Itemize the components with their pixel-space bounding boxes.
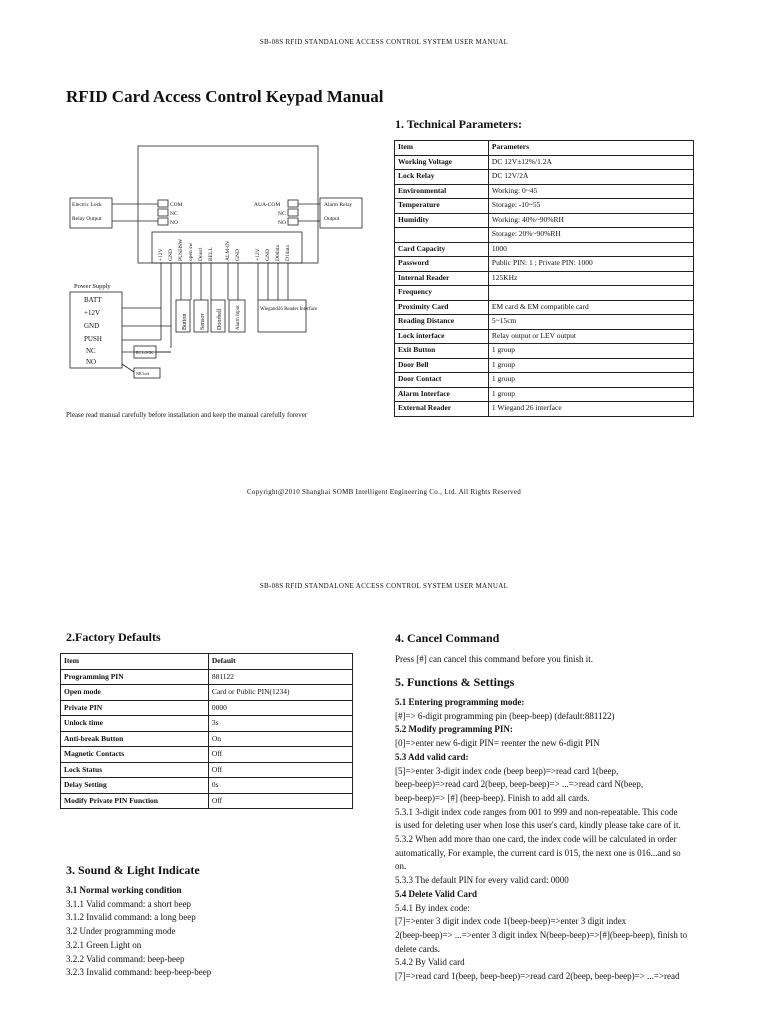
sound-heading: 3. Sound & Light Indicate [66, 863, 200, 877]
value-cell: 1 group [488, 373, 693, 388]
table-row [395, 271, 694, 286]
value-cell: Card or Public PIN(1234) [208, 685, 352, 701]
table-row [61, 669, 353, 685]
table-row [395, 300, 694, 315]
text-line: 3.2 Under programming mode [66, 926, 176, 937]
table-row [395, 402, 694, 417]
no-label: NO [170, 220, 178, 226]
table-row [395, 344, 694, 359]
table-row [61, 793, 353, 809]
text-line: [#]=> 6-digit programming pin (beep-beep) (default:881122) [395, 710, 615, 721]
ec-lock-label: EC LOCK [136, 350, 153, 355]
text-line: [5]=>enter 3-digit index code (beep beep)=>read card 1(beep, [395, 765, 619, 776]
item-cell: Anti-break Button [61, 731, 209, 747]
value-cell: Storage: -10~55 [488, 199, 693, 214]
value-cell: Off [208, 793, 352, 809]
text-line: [7]=>read card 1(beep, beep-beep)=>read card 2(beep, beep-beep)=> ...=>read [395, 971, 680, 982]
value-cell: 1000 [488, 242, 693, 257]
pin-label: D1data [285, 245, 291, 261]
electric-lock-label: Electric Lock [72, 202, 102, 208]
value-cell: Working: 40%~90%RH [488, 213, 693, 228]
value-cell: Off [208, 747, 352, 763]
item-cell: Private PIN [61, 700, 209, 716]
alarm-no-label: NO [278, 220, 286, 226]
com-label: COM [170, 202, 183, 208]
value-cell: 0000 [208, 700, 352, 716]
text-line: 2(beep-beep)=> ...=>enter 3 digit index N(beep-beep)=>[#](beep-beep), finish to [395, 929, 688, 940]
table-row [61, 685, 353, 701]
text-line: 3.1.2 Invalid command: a long beep [66, 912, 196, 923]
text-line: 5.3.3 The default PIN for every valid card: 0000 [395, 875, 569, 886]
page-title: RFID Card Access Control Keypad Manual [66, 87, 384, 106]
pin-label: Door1 [198, 246, 204, 261]
page1-header: SB-08S RFID STANDALONE ACCESS CONTROL SYSTEM USER MANUAL [259, 38, 509, 46]
nb-lock-label: NB lock [136, 371, 150, 376]
wiegand-label: Wiegand26 Reader Interface [260, 307, 318, 312]
text-line: 5.3.1 3-digit index code ranges from 001 to 999 and non-repeatable. This code [395, 806, 678, 817]
table-row [61, 731, 353, 747]
output-label: Output [324, 216, 340, 222]
tech-heading: 1. Technical Parameters: [395, 117, 522, 131]
value-cell: 125KHz [488, 271, 693, 286]
pin-label: GND [265, 249, 271, 261]
func-list [395, 696, 687, 984]
table-row [395, 141, 694, 156]
text-line: [7]=>enter 3 digit index code 1(beep-beep)=>enter 3 digit index [395, 916, 627, 927]
table-row [61, 700, 353, 716]
value-cell: 1 group [488, 344, 693, 359]
item-cell: Door Bell [395, 358, 489, 373]
text-line: 3.1 Normal working condition [66, 885, 182, 895]
text-line: is used for deleting user when lose this user's card, kindly please take care of it. [395, 820, 681, 831]
item-cell: Door Contact [395, 373, 489, 388]
item-cell: Item [61, 654, 209, 670]
item-cell: External Reader [395, 402, 489, 417]
value-cell: 881122 [208, 669, 352, 685]
item-cell: Lock interface [395, 329, 489, 344]
item-cell: Frequency [395, 286, 489, 301]
pin-label: ALM-IN [225, 241, 231, 261]
item-cell: Programming PIN [61, 669, 209, 685]
push-label: PUSH [84, 335, 102, 343]
text-line: 3.2.3 Invalid command: beep-beep-beep [66, 967, 212, 978]
item-cell: Item [395, 141, 489, 156]
text-line: 5.4 Delete Valid Card [395, 888, 477, 899]
pin-label: +12V [255, 248, 261, 261]
text-line: 5.4.1 By index code: [395, 902, 470, 913]
pin-label: GND [235, 249, 241, 261]
alarm-com-label: AUA-COM [254, 202, 281, 208]
value-cell: 3s [208, 716, 352, 732]
item-cell: Open mode [61, 685, 209, 701]
text-line: 5.4.2 By Valid card [395, 957, 465, 968]
item-cell: Lock Status [61, 762, 209, 778]
text-line: 5.3.2 When add more than one card, the index code will be calculated in order [395, 834, 677, 845]
table-row [395, 184, 694, 199]
pin-label: open sw [188, 242, 194, 261]
doorbell-label: Doorbell [217, 308, 223, 330]
item-cell: Proximity Card [395, 300, 489, 315]
table-row [61, 747, 353, 763]
nc-label: NC [170, 211, 178, 217]
value-cell: Off [208, 762, 352, 778]
item-cell: Password [395, 257, 489, 272]
value-cell: Parameters [488, 141, 693, 156]
item-cell: Alarm Interface [395, 387, 489, 402]
nc2-label: NC [86, 347, 96, 355]
pin-label: GND [168, 249, 174, 261]
item-cell: Working Voltage [395, 155, 489, 170]
cancel-heading: 4. Cancel Command [395, 631, 500, 645]
text-line: 5.1 Entering programming mode: [395, 697, 525, 707]
item-cell: Delay Setting [61, 778, 209, 794]
table-row [395, 242, 694, 257]
func-heading: 5. Functions & Settings [395, 675, 515, 689]
table-row [395, 228, 694, 243]
factory-table [60, 653, 353, 809]
table-row [61, 778, 353, 794]
text-line: 3.1.1 Valid command: a short beep [66, 898, 192, 909]
table-row [395, 387, 694, 402]
item-cell: Exit Button [395, 344, 489, 359]
text-line: 5.2 Modify programming PIN: [395, 724, 513, 735]
value-cell: Default [208, 654, 352, 670]
value-cell: 5~15cm [488, 315, 693, 330]
table-row [395, 315, 694, 330]
text-line: delete cards. [395, 943, 440, 954]
item-cell: Modify Private PIN Function [61, 793, 209, 809]
table-row [61, 654, 353, 670]
value-cell: 1 group [488, 358, 693, 373]
copyright: Copyright@2010 Shanghai SOMB Intelligent Engineering Co., Ltd. All Rights Reserved [246, 488, 522, 496]
value-cell [488, 286, 693, 301]
item-cell: Environmental [395, 184, 489, 199]
item-cell: Reading Distance [395, 315, 489, 330]
value-cell: 1 Wiegand 26 interface [488, 402, 693, 417]
item-cell: Internal Reader [395, 271, 489, 286]
table-row [395, 358, 694, 373]
value-cell: EM card & EM compatible card [488, 300, 693, 315]
value-cell: Storage: 20%~90%RH [488, 228, 693, 243]
text-line: [0]=>enter new 6-digit PIN= reenter the new 6-digit PIN [395, 738, 600, 749]
item-cell: Temperature [395, 199, 489, 214]
table-row [395, 155, 694, 170]
text-line: 3.2.2 Valid command: beep-beep [66, 953, 185, 964]
table-row [395, 329, 694, 344]
sound-list [66, 884, 211, 980]
value-cell: On [208, 731, 352, 747]
item-cell: Unlock time [61, 716, 209, 732]
alarm-nc-label: NC [278, 211, 286, 217]
value-cell: DC 12V±12%/1.2A [488, 155, 693, 170]
value-cell: Public PIN: 1 ; Private PIN: 1000 [488, 257, 693, 272]
text-line: beep-beep)=> [#] (beep-beep). Finish to add all cards. [395, 792, 590, 803]
v12-label: +12V [84, 309, 101, 317]
no2-label: NO [86, 358, 97, 366]
item-cell [395, 228, 489, 243]
value-cell: 0s [208, 778, 352, 794]
table-row [395, 199, 694, 214]
pin-label: BELL [208, 247, 214, 261]
pin-label: D0data [275, 245, 281, 261]
item-cell: Card Capacity [395, 242, 489, 257]
table-row [61, 762, 353, 778]
value-cell: 1 group [488, 387, 693, 402]
item-cell: Magnetic Contacts [61, 747, 209, 763]
button-label: Button [182, 313, 188, 330]
table-row [395, 286, 694, 301]
alarm-relay-label: Alarm Relay [324, 202, 353, 208]
alarm-input-label: Alarm Input [236, 305, 241, 330]
install-note: Please read manual carefully before installation and keep the manual carefully forever [66, 411, 308, 419]
relay-output-label: Relay Output [72, 216, 102, 222]
factory-heading: 2.Factory Defaults [66, 630, 161, 644]
pin-label: +12V [158, 248, 164, 261]
sensor-label: Sensor [200, 313, 206, 330]
table-row [395, 257, 694, 272]
cancel-text: Press [#] can cancel this command before you finish it. [395, 654, 593, 664]
wiring-diagram [68, 140, 368, 385]
pin-label: PUSHSW [178, 238, 184, 261]
text-line: on. [395, 861, 407, 872]
batt-label: BATT [84, 296, 102, 304]
item-cell: Humidity [395, 213, 489, 228]
text-line: 3.2.1 Green Light on [66, 939, 142, 950]
table-row [395, 170, 694, 185]
tech-table [394, 140, 694, 417]
value-cell: Working: 0~45 [488, 184, 693, 199]
item-cell: Lock Relay [395, 170, 489, 185]
value-cell: DC 12V/2A [488, 170, 693, 185]
text-line: automatically, For example, the current card is 015, the next one is 016...and so [395, 847, 681, 858]
text-line: 5.3 Add valid card: [395, 751, 469, 762]
text-line: beep-beep)=>read card 2(beep, beep-beep)=> ...=>read card N(beep, [395, 779, 644, 790]
value-cell: Relay output or LEV output [488, 329, 693, 344]
gnd-label: GND [84, 322, 100, 330]
table-row [395, 373, 694, 388]
table-row [395, 213, 694, 228]
power-supply-label: Power Supply [74, 283, 111, 290]
table-row [61, 716, 353, 732]
page2-header: SB-08S RFID STANDALONE ACCESS CONTROL SYSTEM USER MANUAL [259, 582, 509, 590]
